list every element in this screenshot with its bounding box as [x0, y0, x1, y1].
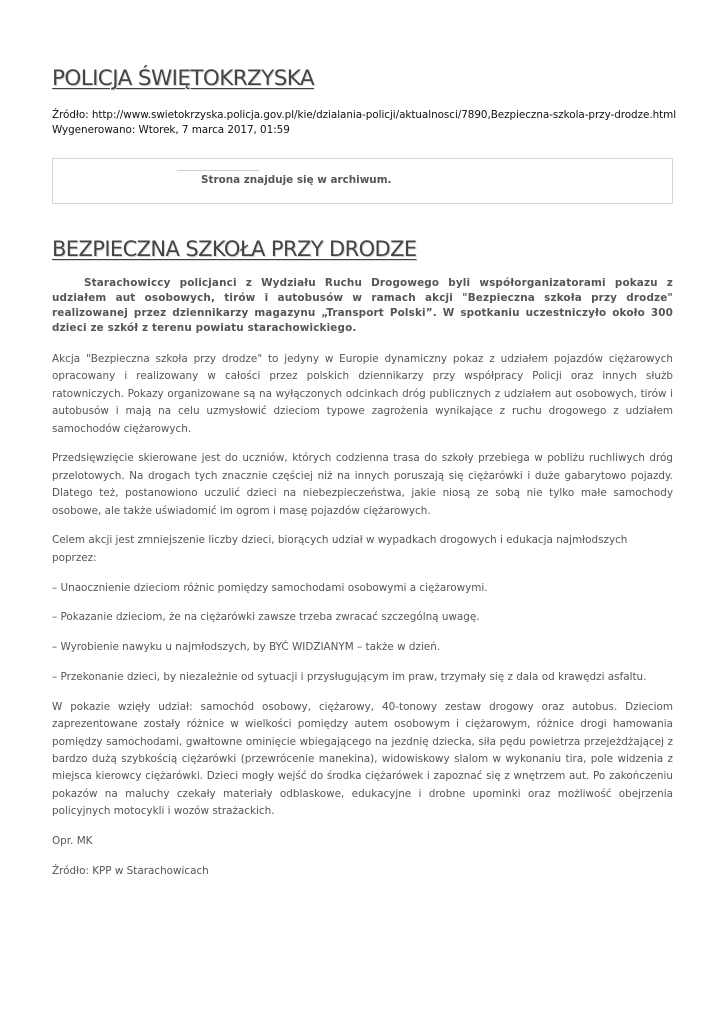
list-item: – Przekonanie dzieci, by niezależnie od sytuacji i przysługującym im praw, trzymały się z dala od krawędzi asfaltu. [52, 671, 647, 684]
article-title: BEZPIECZNA SZKOŁA PRZY DRODZE [52, 237, 417, 261]
article-author: Opr. MK [52, 835, 93, 848]
article-source: Źródło: KPP w Starachowicach [52, 864, 209, 877]
archive-notice-text: Strona znajduje się w archiwum. [201, 174, 392, 186]
article-paragraph: Przedsięwzięcie skierowane jest do uczniów, których codzienna trasa do szkoły przebiega w pobliżu ruchliwych dróg przelotowych. Na drogach tych znacznie częściej niż na innych poruszają się ciężarówki i duże gabarytowo pojazdy. Dlatego też, postanowiono uczulić dzieci na niebezpieczeństwa, jakie niosą ze sobą nie tylko małe samochody osobowe, ale także uświadomić im ogrom i masę pojazdów ciężarowych. [52, 452, 673, 517]
generated-date-line: Wygenerowano: Wtorek, 7 marca 2017, 01:59 [52, 124, 290, 136]
archive-divider [177, 170, 259, 171]
site-title: POLICJA ŚWIĘTOKRZYSKA [52, 66, 314, 91]
article-paragraph: Akcja "Bezpieczna szkoła przy drodze" to jedyny w Europie dynamiczny pokaz z udziałem pojazdów ciężarowych opracowany i realizowany w całości przez polskich dziennikarzy przy współpracy Policji oraz innych służb ratowniczych. Pokazy organizowane są na wyłączonych odcinkach dróg publicznych z udziałem aut osobowych, tirów i autobusów i mają na celu uzmysłowić dzieciom typowe zagrożenia wynikające z ruchu drogowego z udziałem samochodów ciężarowych. [52, 353, 673, 435]
article-body [52, 351, 673, 893]
article-paragraph: Celem akcji jest zmniejszenie liczby dzieci, biorących udział w wypadkach drogowych i edukacja najmłodszych poprzez: [52, 534, 628, 564]
list-item: – Pokazanie dzieciom, że na ciężarówki zawsze trzeba zwracać szczególną uwagę. [52, 611, 480, 624]
article-paragraph: W pokazie wzięły udział: samochód osobowy, ciężarowy, 40-tonowy zestaw drogowy oraz autobus. Dzieciom zaprezentowane zostały różnice w wielkości pomiędzy autem osobowym i ciężarowym, różnice drogi hamowania pomiędzy samochodami, gwałtowne ominięcie wbiegającego na jezdnię dziecka, siła pędu powietrza przejeżdżającej z bardzo dużą szybkością ciężarówki (przewrócenie manekina), widowiskowy slalom w wykonaniu tira, pole widzenia z miejsca kierowcy ciężarówki. Dzieci mogły wejść do środka ciężarówek i zapoznać się z wnętrzem aut. Po zakończeniu pokazów na maluchy czekały materiały odblaskowe, edukacyjne i drobne upominki oraz możliwość obejrzenia policyjnych motocykli i wozów strażackich. [52, 700, 673, 818]
document-meta [52, 108, 676, 138]
archive-notice-box [52, 158, 673, 204]
article-lead: Starachowiccy policjanci z Wydziału Ruchu Drogowego byli współorganizatorami pokazu z udziałem aut osobowych, tirów i autobusów w ramach akcji "Bezpieczna szkoła przy drodze" realizowanej przez dziennikarzy magazynu „Transport Polski”. W spotkaniu uczestniczyło około 300 dzieci ze szkół z terenu powiatu starachowickiego. [52, 277, 673, 334]
list-item: – Unaocznienie dzieciom różnic pomiędzy samochodami osobowymi a ciężarowymi. [52, 581, 488, 594]
source-url-line: Źródło: http://www.swietokrzyska.policja.gov.pl/kie/dzialania-policji/aktualnosci/7890,Bezpieczna-szkola-przy-drodze.html [52, 109, 677, 121]
list-item: – Wyrobienie nawyku u najmłodszych, by BYĆ WIDZIANYM – także w dzień. [52, 641, 441, 654]
